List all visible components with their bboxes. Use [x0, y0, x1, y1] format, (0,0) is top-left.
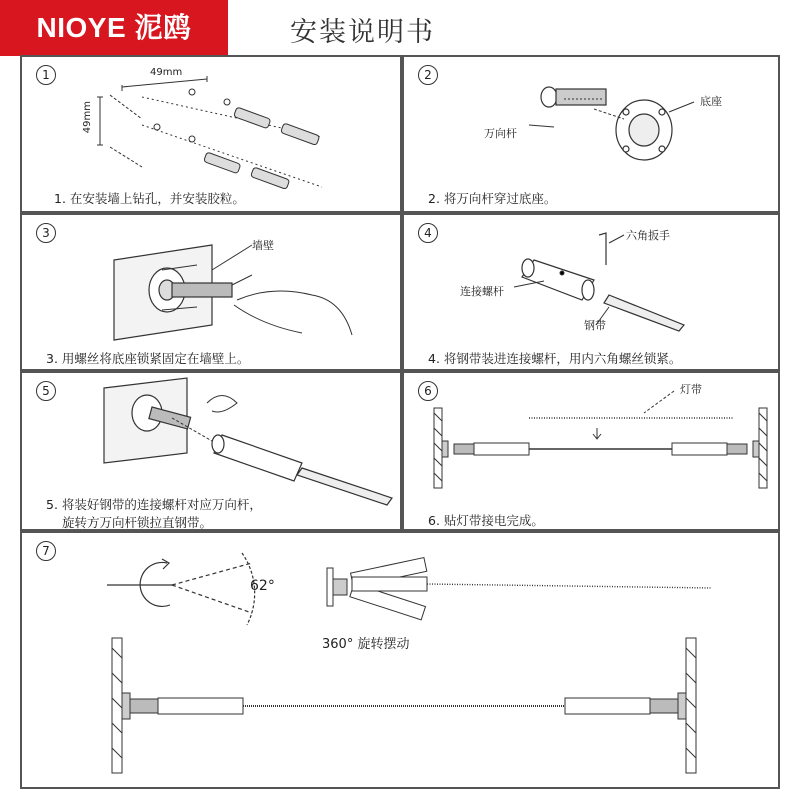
step-number: 2 [418, 65, 438, 85]
step-caption: 4. 将钢带装进连接螺杆，用内六角螺丝锁紧。 [428, 351, 682, 366]
step-caption: 2. 将万向杆穿过底座。 [428, 191, 557, 206]
step-number: 4 [418, 223, 438, 243]
step-1-panel [20, 55, 402, 213]
label-steel-strip: 钢带 [584, 319, 606, 332]
step-4-panel [402, 213, 780, 371]
step-number: 7 [36, 541, 56, 561]
angle-label: 62° [250, 578, 275, 594]
brand-logo: NIOYE 泥鸥 [0, 0, 228, 56]
label-wall: 墙壁 [252, 239, 274, 252]
horizontal-dimension: 49mm [150, 67, 183, 78]
step-caption-line2: 旋转方万向杆锁拉直钢带。 [62, 515, 213, 530]
step-number: 6 [418, 381, 438, 401]
step-number: 1 [36, 65, 56, 85]
label-base: 底座 [700, 95, 722, 108]
rotation-caption: 360° 旋转摆动 [322, 637, 410, 652]
label-hex-wrench: 六角扳手 [626, 229, 670, 242]
step-7-panel [20, 531, 780, 789]
step-2-panel [402, 55, 780, 213]
step-number: 5 [36, 381, 56, 401]
light-strip-install-diagram [404, 373, 782, 533]
label-connect-screw: 连接螺杆 [460, 285, 504, 298]
step-5-panel [20, 371, 402, 531]
step-caption: 6. 贴灯带接电完成。 [428, 513, 544, 528]
step-caption: 1. 在安装墙上钻孔，并安装胶粒。 [54, 191, 245, 206]
label-universal-rod: 万向杆 [484, 127, 517, 140]
step-3-panel [20, 213, 402, 371]
label-light-strip: 灯带 [680, 383, 702, 396]
step-number: 3 [36, 223, 56, 243]
vertical-dimension: 49mm [82, 101, 93, 134]
step-caption: 3. 用螺丝将底座锁紧固定在墙壁上。 [46, 351, 250, 366]
page-title: 安装说明书 [290, 17, 435, 48]
step-6-panel [402, 371, 780, 531]
rotation-swing-diagram [22, 533, 782, 791]
step-caption-line1: 5. 将装好钢带的连接螺杆对应万向杆， [46, 497, 262, 512]
